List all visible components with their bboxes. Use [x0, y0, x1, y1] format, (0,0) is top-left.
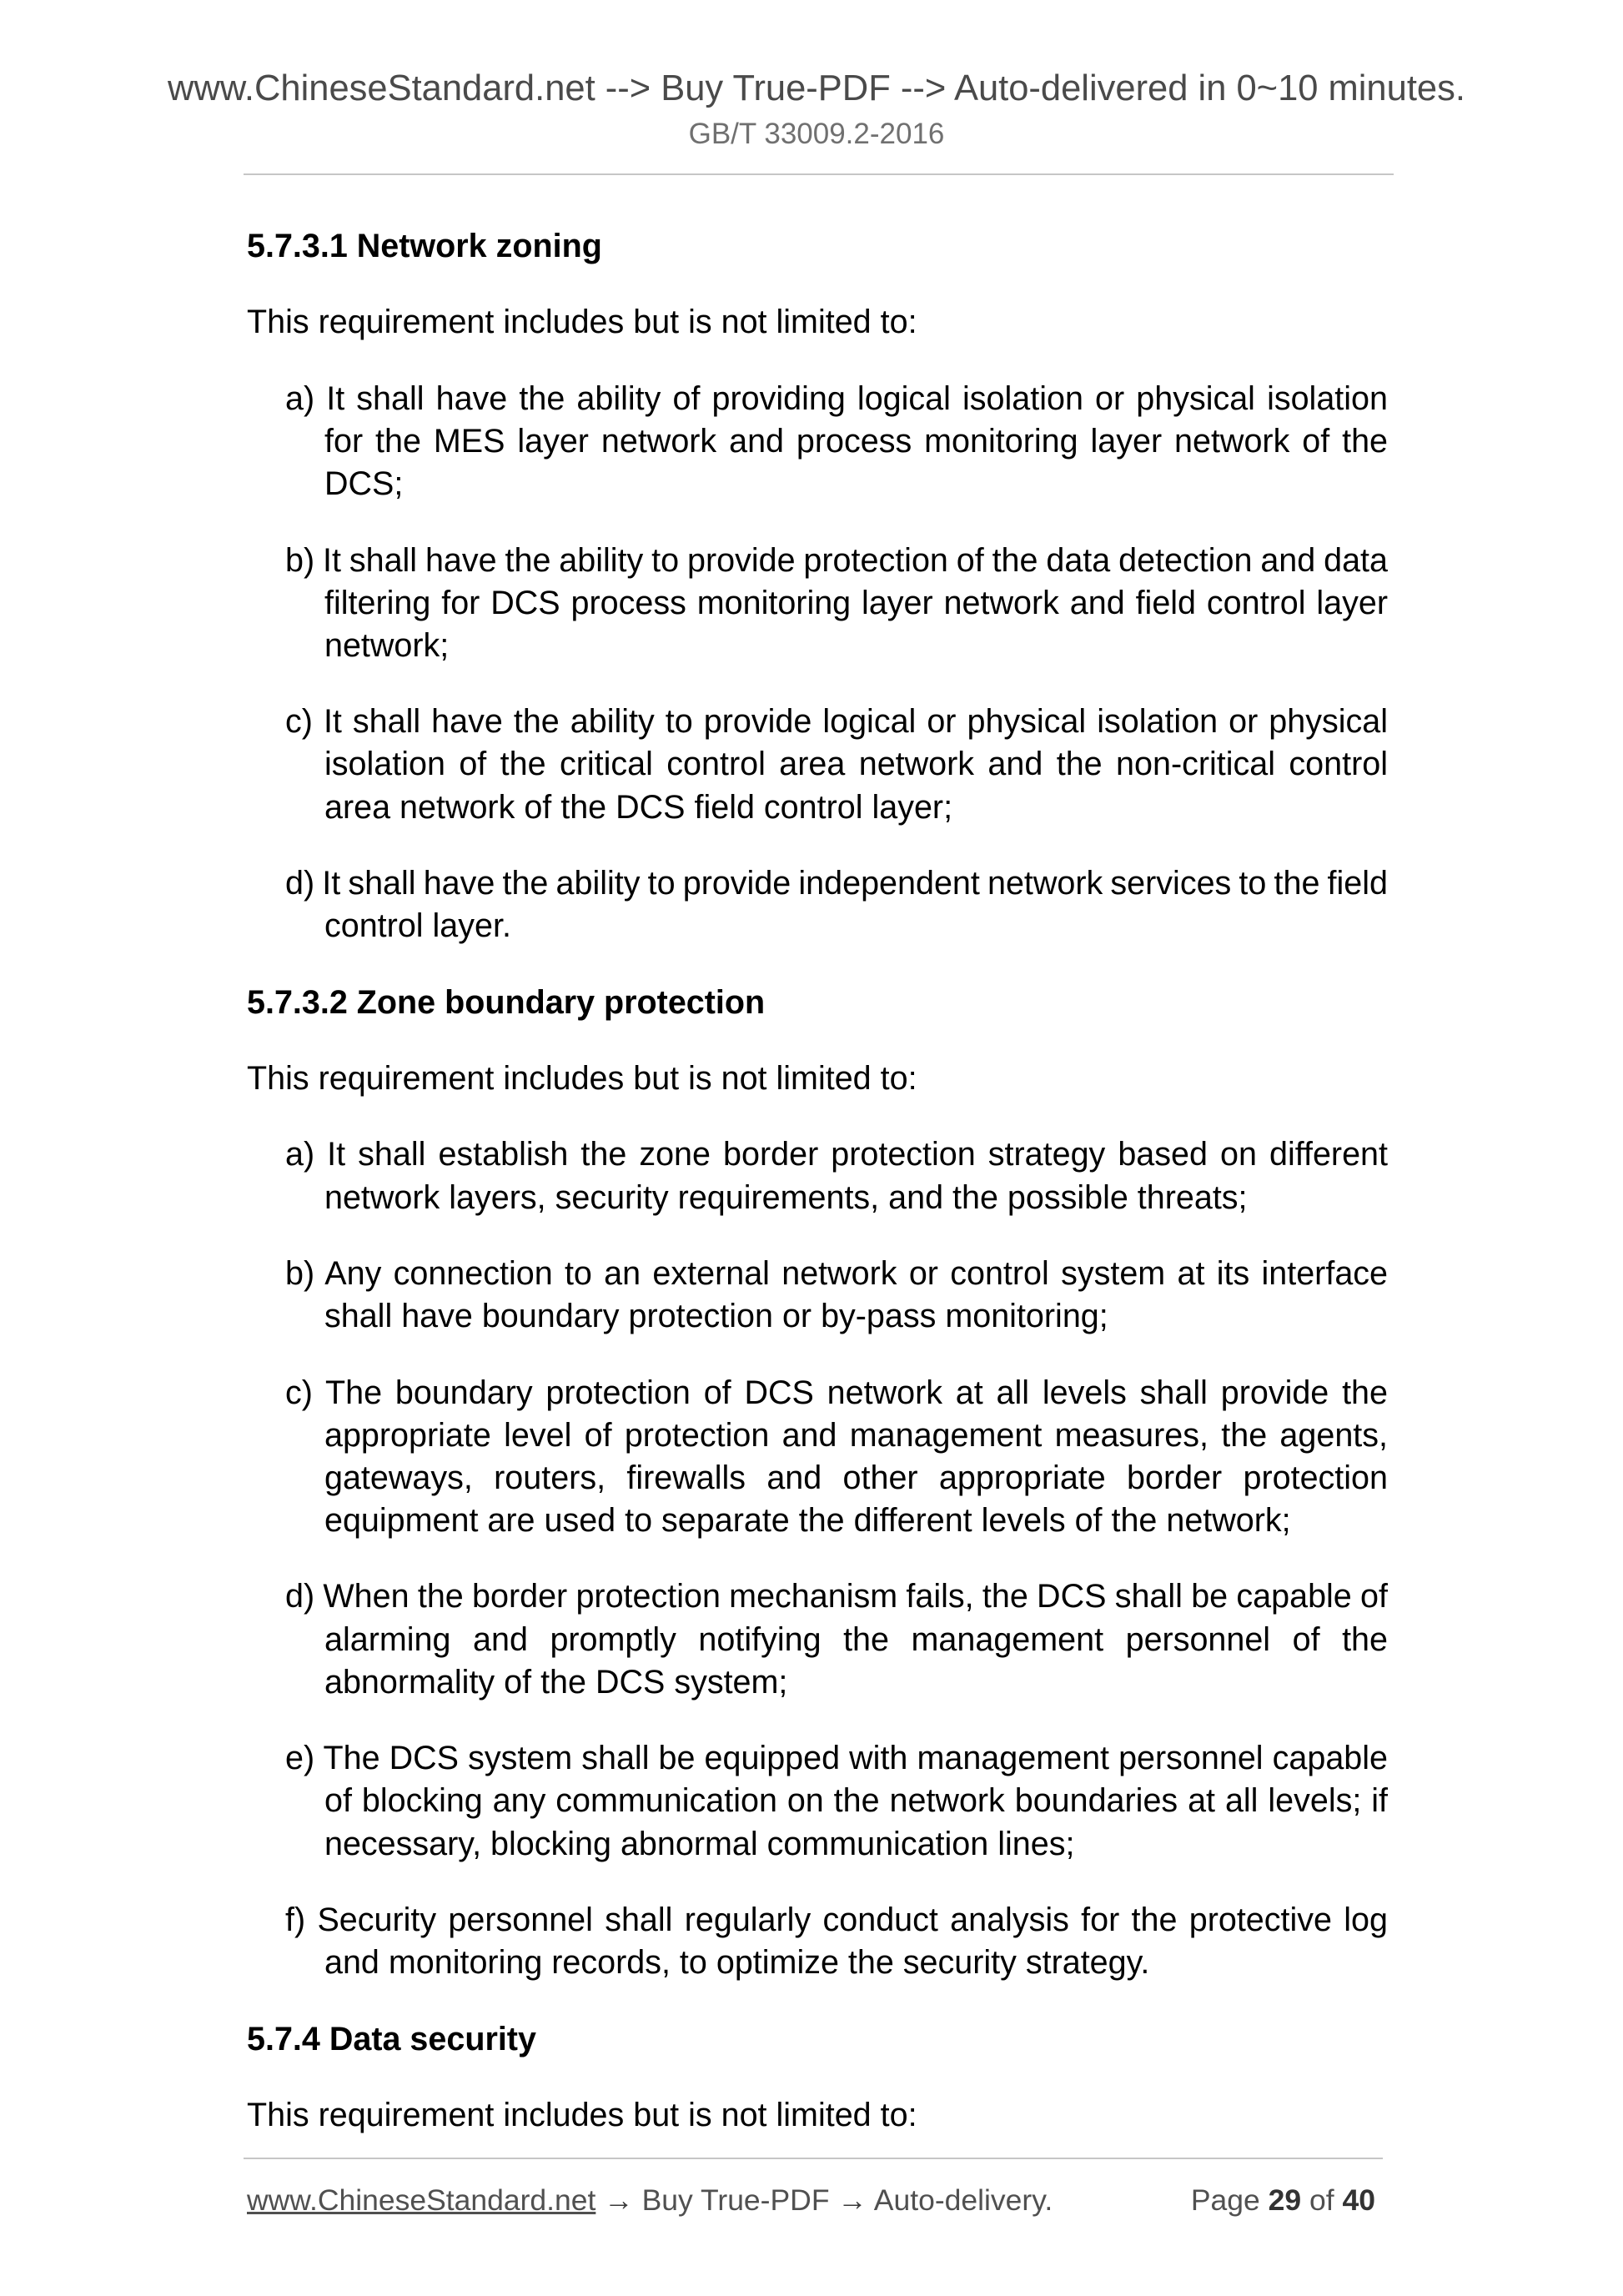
section-title: Zone boundary protection — [356, 983, 766, 1021]
list-item-line — [324, 1823, 1388, 1866]
list-item-line — [285, 701, 1388, 743]
list-item-label: e) — [285, 1740, 315, 1777]
list-item-text: gateways, routers, firewalls and other appropriate border protection — [324, 1459, 1388, 1496]
list-item-line — [285, 1737, 1388, 1780]
list-item-text: appropriate level of protection and management measures, the agents, — [324, 1416, 1388, 1454]
list-item-text: When the border protection mechanism fails, the DCS shall be capable of — [323, 1578, 1388, 1615]
page-number — [1191, 2183, 1375, 2218]
list-item — [247, 1372, 1388, 1543]
page-footer — [247, 2183, 1375, 2218]
list-item-line — [324, 582, 1388, 625]
list-item-text: network; — [324, 626, 450, 664]
list-item-line — [324, 1457, 1388, 1500]
section-intro: This requirement includes but is not limited to: — [247, 2096, 917, 2133]
list-item-text: isolation of the critical control area network and the non-critical control — [324, 746, 1388, 783]
page-current: 29 — [1268, 2183, 1302, 2217]
list-item-line — [324, 1500, 1388, 1542]
list-item-line — [285, 1133, 1388, 1176]
list-item-line — [285, 1899, 1388, 1942]
list-item-text: It shall establish the zone border protection strategy based on different — [327, 1136, 1388, 1173]
list-item-line — [285, 862, 1388, 905]
list-item-text: necessary, blocking abnormal communication lines; — [324, 1825, 1075, 1862]
section-heading — [247, 225, 1388, 268]
list-item-label: a) — [285, 1136, 315, 1173]
list-item-text: filtering for DCS process monitoring layer network and field control layer — [324, 584, 1388, 621]
list-item-text: It shall have the ability to provide protection of the data detection and data — [323, 541, 1388, 579]
list-item-text: The boundary protection of DCS network at all levels shall provide the — [325, 1374, 1388, 1411]
list-item-line — [285, 1372, 1388, 1414]
section-number: 5.7.3.2 — [247, 983, 348, 1021]
list-item-line — [285, 1575, 1388, 1618]
list-item-text: It shall have the ability of providing logical isolation or physical isolation — [326, 379, 1388, 417]
list-item-text: abnormality of the DCS system; — [324, 1663, 788, 1701]
arrow-right-icon: → — [837, 2183, 867, 2217]
list-item-label: a) — [285, 379, 315, 417]
list-item-text: of blocking any communication on the network boundaries at all levels; if — [324, 1782, 1388, 1820]
list-item-line — [324, 1942, 1388, 1984]
list-item-line — [324, 1780, 1388, 1822]
list-item-label: c) — [285, 1374, 313, 1411]
list-item-line — [324, 1619, 1388, 1661]
section-heading — [247, 982, 1388, 1024]
page-word: Page — [1190, 2183, 1260, 2217]
section-number: 5.7.4 — [247, 2020, 320, 2057]
site-link[interactable]: www.ChineseStandard.net — [247, 2183, 596, 2217]
arrow-right-icon: → — [604, 2183, 634, 2217]
list-item-line — [324, 463, 1388, 505]
list-item-text: It shall have the ability to provide independent network services to the field — [322, 865, 1389, 902]
list-item-line — [324, 905, 1388, 947]
list-item-text: It shall have the ability to provide logical or physical isolation or physical — [323, 703, 1388, 741]
of-word: of — [1309, 2183, 1334, 2217]
list-item-text: Security personnel shall regularly conduct analysis for the protective log — [317, 1901, 1388, 1938]
list-item-text: equipment are used to separate the different levels of the network; — [324, 1502, 1291, 1540]
header-promo-text: www.ChineseStandard.net --> Buy True-PDF --> Auto-delivered in 0~10 minutes. — [168, 68, 1465, 108]
list-item-line — [324, 625, 1388, 667]
list-item — [247, 1253, 1388, 1338]
list-item — [247, 1133, 1388, 1218]
list-item-line — [285, 540, 1388, 582]
list-item — [247, 378, 1388, 506]
list-item-text: and monitoring records, to optimize the security strategy. — [324, 1944, 1150, 1982]
list-item-line — [324, 1661, 1388, 1704]
standard-code: GB/T 33009.2-2016 — [688, 118, 945, 150]
list-item — [247, 1575, 1388, 1704]
list-item-label: b) — [285, 1254, 315, 1292]
list-item-text: alarming and promptly notifying the management personnel of the — [324, 1620, 1388, 1658]
list-item-line — [324, 743, 1388, 786]
section-intro: This requirement includes but is not limited to: — [247, 304, 917, 341]
footer-buy-text: Buy True-PDF — [641, 2183, 830, 2217]
list-item-text: shall have boundary protection or by-pass monitoring; — [324, 1298, 1108, 1335]
list-item-label: d) — [285, 865, 315, 902]
document-body — [247, 225, 1388, 2170]
section-heading — [247, 2018, 1388, 2061]
list-item-text: area network of the DCS field control layer; — [324, 788, 953, 826]
list-item-label: c) — [285, 703, 313, 741]
list-item-line — [324, 1414, 1388, 1457]
list-item-text: Any connection to an external network or control system at its interface — [324, 1254, 1389, 1292]
list-item — [247, 540, 1388, 668]
section-title: Data security — [329, 2020, 536, 2057]
section-intro: This requirement includes but is not limited to: — [247, 1059, 917, 1097]
list-item-line — [285, 1253, 1388, 1295]
list-item-line — [324, 420, 1388, 463]
list-item — [247, 701, 1388, 829]
list-item — [247, 1899, 1388, 1984]
list-item-line — [324, 1177, 1388, 1219]
list-item-text: control layer. — [324, 907, 511, 945]
list-item-line — [324, 1295, 1388, 1338]
list-item-line — [324, 786, 1388, 829]
list-item — [247, 862, 1388, 947]
list-item-line — [285, 378, 1388, 420]
list-item-text: for the MES layer network and process monitoring layer network of the — [324, 422, 1388, 460]
footer-promo — [247, 2183, 1053, 2218]
list-item — [247, 1737, 1388, 1866]
page-total: 40 — [1342, 2183, 1375, 2217]
section-number: 5.7.3.1 — [247, 228, 348, 264]
footer-delivery-text: Auto-delivery. — [873, 2183, 1053, 2217]
list-item-text: DCS; — [324, 465, 404, 503]
list-item-label: b) — [285, 541, 315, 579]
list-item-label: d) — [285, 1578, 315, 1615]
footer-divider — [244, 2158, 1383, 2159]
header-divider — [244, 173, 1394, 175]
list-item-text: network layers, security requirements, and the possible threats; — [324, 1178, 1248, 1216]
section-title: Network zoning — [356, 228, 602, 264]
list-item-label: f) — [285, 1901, 306, 1938]
list-item-text: The DCS system shall be equipped with management personnel capable — [323, 1740, 1388, 1777]
